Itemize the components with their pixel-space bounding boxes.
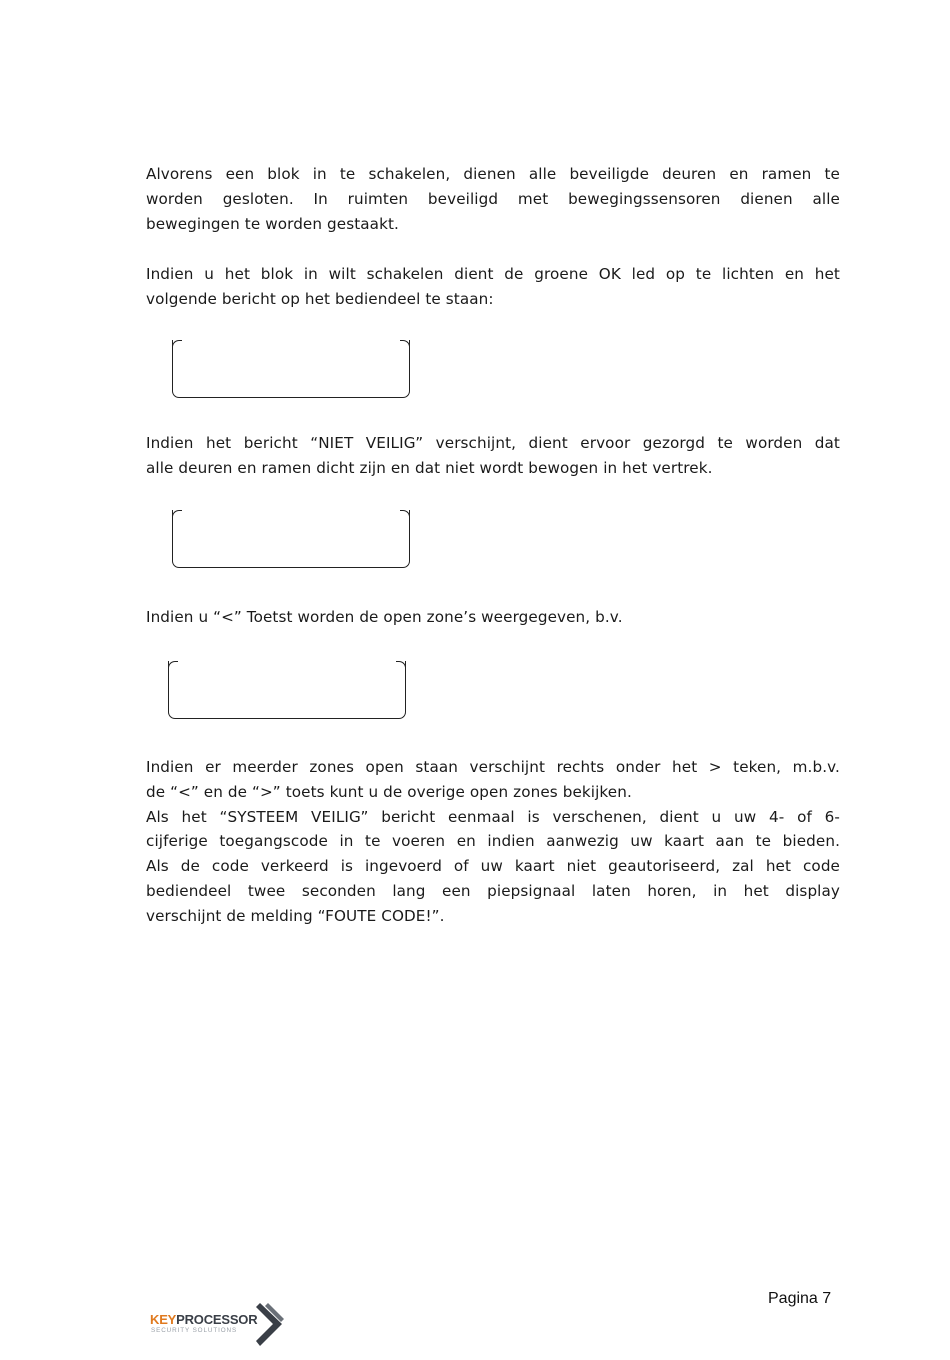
page-number: Pagina 7 bbox=[768, 1290, 832, 1307]
logo-arrow-icon bbox=[254, 1300, 288, 1350]
text-line: Indien het bericht “NIET VEILIG” verschijnt, dient ervoor gezorgd te worden dat bbox=[146, 434, 840, 452]
text-line: Als de code verkeerd is ingevoerd of uw kaart niet geautoriseerd, zal het code bbox=[146, 857, 840, 876]
text-line: cijferige toegangscode in te voeren en indien aanwezig uw kaart aan te bieden. bbox=[146, 832, 840, 851]
text-line: Indien u het blok in wilt schakelen dient de groene OK led op te lichten en het bbox=[146, 265, 840, 283]
logo-key-text: KEY bbox=[150, 1312, 177, 1327]
display-frame bbox=[172, 510, 410, 568]
text-line: Indien u “<” Toetst worden de open zone’s weergegeven, b.v. bbox=[146, 608, 623, 626]
display-frame bbox=[172, 340, 410, 398]
logo-processor-text: PROCESSOR bbox=[176, 1312, 258, 1327]
paragraph-intro bbox=[146, 162, 840, 236]
logo-wordmark bbox=[150, 1312, 257, 1327]
text-line: worden gesloten. In ruimten beveiligd met bewegingssensoren dienen alle bbox=[146, 189, 840, 208]
text-line: Alvorens een blok in te schakelen, dienen alle beveiligde deuren en ramen te bbox=[146, 165, 840, 183]
paragraph-niet-veilig bbox=[146, 431, 840, 481]
company-logo bbox=[150, 1300, 290, 1350]
text-line: bewegingen te worden gestaakt. bbox=[146, 214, 399, 233]
text-line: Als het “SYSTEEM VEILIG” bericht eenmaal is verschenen, dient u uw 4- of 6- bbox=[146, 807, 840, 826]
paragraph-code-entry bbox=[146, 755, 840, 929]
display-frame bbox=[168, 661, 406, 719]
text-line: Indien er meerder zones open staan verschijnt rechts onder het > teken, m.b.v. bbox=[146, 758, 840, 776]
text-line: bediendeel twee seconden lang een piepsignaal laten horen, in het display bbox=[146, 881, 840, 900]
logo-tagline: SECURITY SOLUTIONS bbox=[151, 1327, 238, 1334]
paragraph-open-zones bbox=[146, 605, 840, 630]
text-line: verschijnt de melding “FOUTE CODE!”. bbox=[146, 906, 445, 925]
text-line: alle deuren en ramen dicht zijn en dat niet wordt bewogen in het vertrek. bbox=[146, 458, 713, 477]
paragraph-activate bbox=[146, 262, 840, 312]
text-line: de “<” en de “>” toets kunt u de overige open zones bekijken. bbox=[146, 782, 632, 801]
text-line: volgende bericht op het bediendeel te staan: bbox=[146, 289, 494, 308]
